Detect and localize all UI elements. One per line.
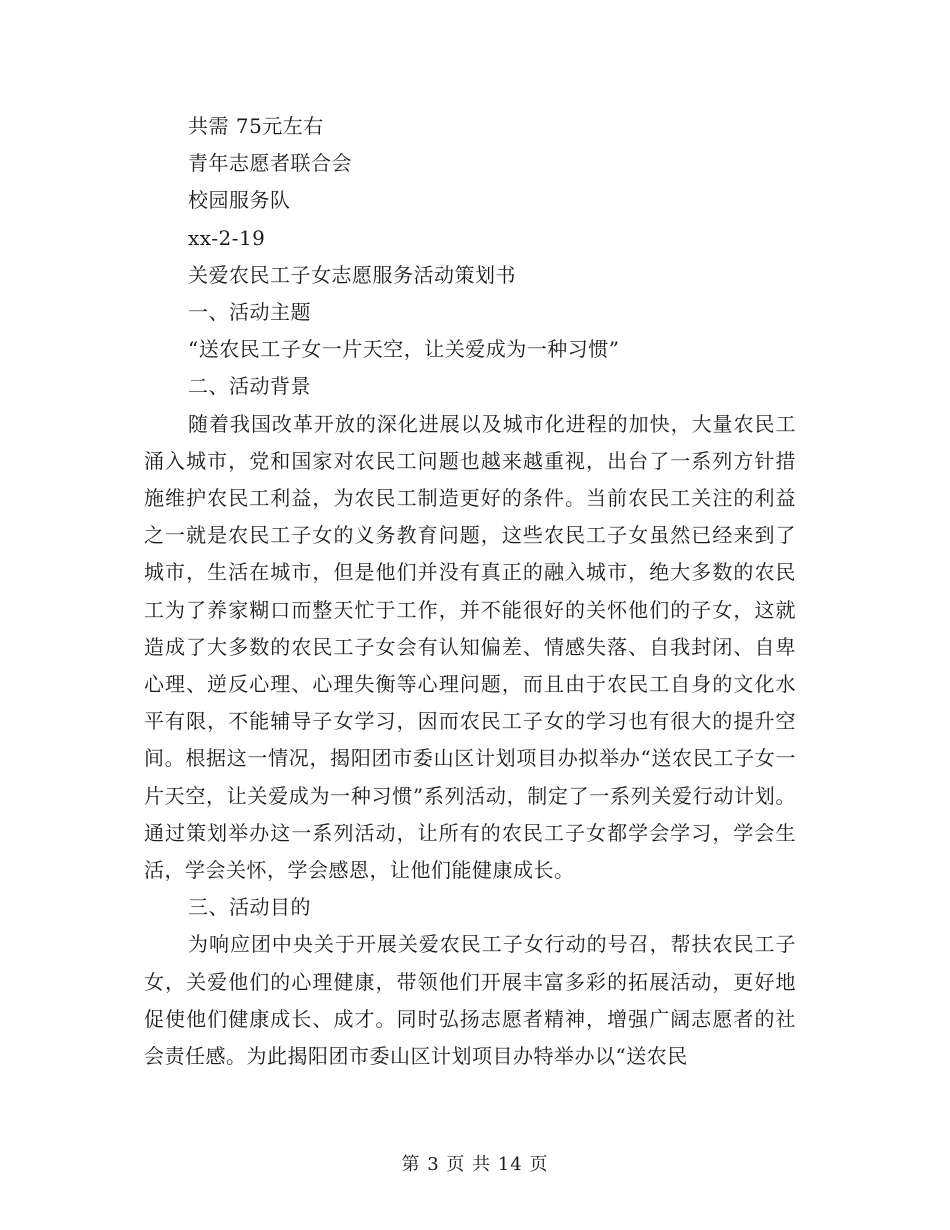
budget-line: 共需 75元左右 [188, 114, 324, 138]
page-number: 第 3 页 共 14 页 [401, 1154, 549, 1175]
document-date: xx-2-19 [188, 225, 266, 250]
section-heading-background: 二、活动背景 [188, 374, 311, 399]
document-body [144, 108, 796, 1075]
team-name: 校园服务队 [188, 188, 291, 213]
activity-theme: “送农民工子女一片天空，让关爱成为一种习惯” [188, 337, 620, 362]
background-paragraph: 随着我国改革开放的深化进展以及城市化进程的加快，大量农民工涌入城市，党和国家对农民工问题也越来越重视，出台了一系列方针措施维护农民工利益，为农民工制造更好的条件。当前农民工关注的利益之一就是农民工子女的义务教育问题，这些农民工子女虽然已经来到了城市，生活在城市，但是他们并没有真正的融入城市，绝大多数的农民工为了养家糊口而整天忙于工作，并不能很好的关怀他们的子女，这就造成了大多数的农民工子女会有认知偏差、情感失落、自我封闭、自卑心理、逆反心理、心理失衡等心理问题，而且由于农民工自身的文化水平有限，不能辅导子女学习，因而农民工子女的学习也有很大的提升空间。根据这一情况，揭阳团市委山区计划项目办拟举办“送农民工子女一片天空，让关爱成为一种习惯”系列活动，制定了一系列关爱行动计划。通过策划举办这一系列活动，让所有的农民工子女都学会学习，学会生活，学会关怀，学会感恩，让他们能健康成长。 [144, 411, 796, 883]
document-title: 关爱农民工子女志愿服务活动策划书 [188, 262, 516, 287]
section-heading-purpose: 三、活动目的 [188, 895, 311, 920]
section-heading-theme: 一、活动主题 [188, 300, 311, 325]
organization-name: 青年志愿者联合会 [188, 151, 352, 176]
purpose-paragraph: 为响应团中央关于开展关爱农民工子女行动的号召，帮扶农民工子女，关爱他们的心理健康，带领他们开展丰富多彩的拓展活动，更好地促使他们健康成长、成才。同时弘扬志愿者精神，增强广阔志愿者的社会责任感。为此揭阳团市委山区计划项目办特举办以“送农民 [144, 932, 796, 1069]
